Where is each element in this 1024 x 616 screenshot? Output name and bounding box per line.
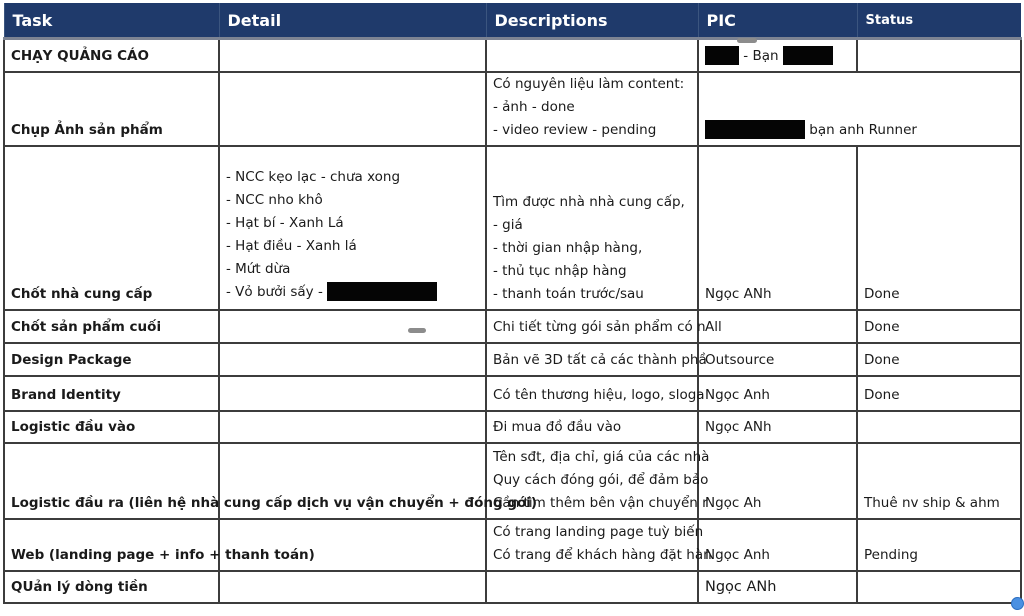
detail-cell[interactable]: [219, 411, 486, 443]
header-pic[interactable]: PIC: [698, 3, 857, 39]
detail-cell[interactable]: [219, 376, 486, 411]
pic-cell[interactable]: Outsource: [698, 343, 857, 376]
status-cell[interactable]: [857, 39, 1021, 72]
header-status[interactable]: Status: [857, 3, 1021, 39]
pic-cell[interactable]: Ngọc Anh: [698, 376, 857, 411]
redaction-block: [327, 282, 437, 301]
table-row: [4, 411, 1021, 443]
pic-cell[interactable]: Ngọc ANh: [698, 411, 857, 443]
pic-cell[interactable]: All: [698, 310, 857, 343]
table-row: [4, 39, 1021, 72]
descriptions-cell[interactable]: [486, 571, 698, 603]
description-line: Tên sđt, địa chỉ, giá của các nhà: [493, 448, 710, 465]
description-line: Đi mua đồ đầu vào: [493, 418, 622, 435]
descriptions-cell[interactable]: [486, 146, 698, 310]
descriptions-cell[interactable]: [486, 39, 698, 72]
descriptions-cell[interactable]: [486, 343, 707, 376]
detail-cell[interactable]: [219, 72, 486, 146]
description-line: - thủ tục nhập hàng: [493, 262, 627, 279]
description-line: Có trang để khách hàng đặt hàn: [493, 546, 712, 563]
pic-cell[interactable]: Ngọc Ah: [698, 443, 857, 519]
description-line: Chi tiết từng gói sản phẩm có n: [493, 318, 706, 335]
header-descriptions[interactable]: Descriptions: [486, 3, 698, 39]
redaction-block: [783, 46, 833, 65]
description-line: Cần tìm thêm bên vận chuyển r: [493, 494, 708, 511]
task-table: [3, 3, 1022, 604]
header-row: [4, 3, 1021, 39]
pic-cell[interactable]: Ngọc ANh: [698, 146, 857, 310]
description-line: Có tên thương hiệu, logo, sloga: [493, 386, 705, 403]
task-cell[interactable]: Design Package: [4, 343, 219, 376]
descriptions-cell[interactable]: [486, 376, 705, 411]
detail-cell[interactable]: [219, 343, 486, 376]
detail-cell[interactable]: [219, 310, 486, 343]
description-line: - thời gian nhập hàng,: [493, 239, 643, 256]
drag-handle-marker[interactable]: [408, 328, 426, 333]
detail-line: - Hạt bí - Xanh Lá: [226, 214, 344, 231]
status-cell[interactable]: [857, 411, 1021, 443]
descriptions-cell[interactable]: [486, 310, 706, 343]
table-row: [4, 443, 1021, 519]
description-line: Tìm được nhà nhà cung cấp,: [493, 193, 685, 210]
description-line: - ảnh - done: [493, 98, 575, 115]
pic-cell[interactable]: [698, 72, 1021, 146]
task-cell[interactable]: Logistic đầu vào: [4, 411, 219, 443]
status-cell[interactable]: Done: [857, 146, 1021, 310]
table-row: [4, 72, 1021, 146]
pic-text: bạn anh Runner: [805, 121, 917, 138]
status-cell[interactable]: Done: [857, 310, 1021, 343]
table-row: [4, 519, 1021, 571]
description-line: Quy cách đóng gói, để đảm bảo: [493, 471, 709, 488]
status-cell[interactable]: [857, 571, 1021, 603]
detail-line: - Mứt dừa: [226, 260, 291, 277]
header-detail[interactable]: Detail: [219, 3, 486, 39]
descriptions-cell[interactable]: [486, 72, 698, 146]
detail-cell[interactable]: [219, 146, 486, 310]
pic-cell[interactable]: Ngọc ANh: [698, 571, 857, 603]
description-line: Có trang landing page tuỳ biến: [493, 523, 704, 540]
table-row: [4, 146, 1021, 310]
description-line: Có nguyên liệu làm content:: [493, 75, 685, 92]
table-row: [4, 310, 1021, 343]
status-cell[interactable]: Done: [857, 343, 1021, 376]
detail-cell[interactable]: [219, 39, 486, 72]
table-row: [4, 376, 1021, 411]
descriptions-cell[interactable]: [486, 443, 710, 519]
pic-text: - Bạn: [739, 47, 783, 64]
description-line: - thanh toán trước/sau: [493, 285, 644, 302]
pic-cell[interactable]: Ngọc Anh: [698, 519, 857, 571]
status-cell[interactable]: Thuê nv ship & ahm: [857, 443, 1021, 519]
pic-cell[interactable]: [698, 39, 857, 72]
detail-cell[interactable]: [219, 571, 486, 603]
table-row: [4, 571, 1021, 603]
task-cell[interactable]: Chốt sản phẩm cuối: [4, 310, 219, 343]
detail-line: - NCC kẹo lạc - chưa xong: [226, 168, 401, 185]
detail-line: - NCC nho khô: [226, 191, 323, 208]
status-cell[interactable]: Pending: [857, 519, 1021, 571]
detail-text: - Vỏ bưởi sấy -: [226, 283, 328, 300]
redaction-block: [705, 46, 739, 65]
description-line: - video review - pending: [493, 121, 657, 138]
description-line: - giá: [493, 216, 523, 233]
task-cell[interactable]: CHẠY QUẢNG CÁO: [4, 39, 219, 72]
drag-handle-marker[interactable]: [737, 38, 757, 43]
status-cell[interactable]: Done: [857, 376, 1021, 411]
description-line: Bản vẽ 3D tất cả các thành phầ: [493, 351, 707, 368]
task-cell[interactable]: Brand Identity: [4, 376, 219, 411]
table-row: [4, 343, 1021, 376]
redaction-block: [705, 120, 805, 139]
selection-handle[interactable]: [1011, 597, 1024, 610]
descriptions-cell[interactable]: [486, 411, 698, 443]
task-cell[interactable]: QUản lý dòng tiền: [4, 571, 219, 603]
task-cell[interactable]: Chụp Ảnh sản phẩm: [4, 72, 219, 146]
detail-line-with-redaction: [226, 281, 485, 304]
task-cell[interactable]: Logistic đầu ra (liên hệ nhà cung cấp dịch vụ vận chuyển + đóng gói): [4, 443, 219, 519]
detail-line: - Hạt điều - Xanh lá: [226, 237, 357, 254]
header-task[interactable]: Task: [4, 3, 219, 39]
task-cell[interactable]: Web (landing page + info + thanh toán): [4, 519, 219, 571]
task-cell[interactable]: Chốt nhà cung cấp: [4, 146, 219, 310]
descriptions-cell[interactable]: [486, 519, 712, 571]
